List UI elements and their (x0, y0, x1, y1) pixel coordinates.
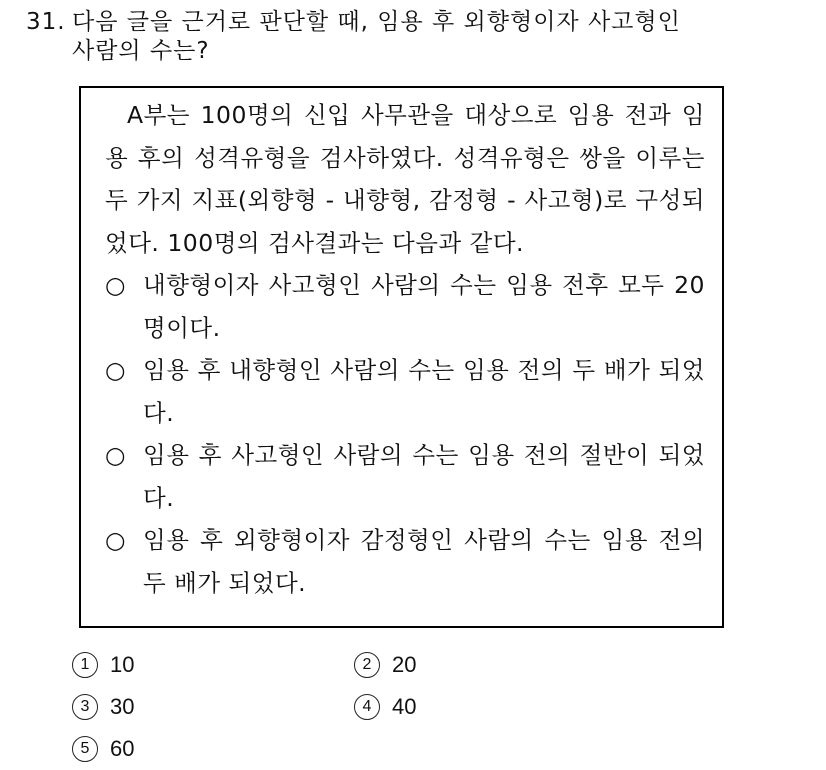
circled-number-icon: 4 (354, 694, 380, 720)
choice-5[interactable] (72, 728, 354, 770)
choice-1[interactable] (72, 644, 354, 686)
choice-value: 40 (392, 694, 417, 719)
condition-text: 임용 후 외향형이자 감정형인 사람의 수는 임용 전의 두 배가 되었다. (143, 526, 705, 597)
choice-3[interactable] (72, 686, 354, 728)
choice-value: 10 (110, 652, 135, 677)
choice-2[interactable] (354, 644, 636, 686)
circle-bullet-icon: ○ (105, 526, 127, 554)
question-stem (26, 8, 806, 66)
condition-item (105, 434, 705, 519)
passage-intro: A부는 100명의 신입 사무관을 대상으로 임용 전과 임용 후의 성격유형을 검사하였다. 성격유형은 쌍을 이루는 두 가지 지표(외향형 - 내향형, 감정형 - 사고형)로 구성되었다. 100명의 검사결과는 다음과 같다. (105, 101, 705, 257)
question-text-line-2: 사람의 수는? (72, 38, 210, 64)
choice-value: 20 (392, 652, 417, 677)
condition-text: 임용 후 내향형인 사람의 수는 임용 전의 두 배가 되었다. (143, 356, 705, 427)
condition-item (105, 349, 705, 434)
circled-number-icon: 3 (72, 694, 98, 720)
choice-row (72, 686, 772, 728)
condition-text: 임용 후 사고형인 사람의 수는 임용 전의 절반이 되었다. (143, 441, 705, 512)
circled-number-icon: 1 (72, 652, 98, 678)
circle-bullet-icon: ○ (105, 441, 127, 469)
question-text-line-1: 다음 글을 근거로 판단할 때, 임용 후 외향형이자 사고형인 (72, 9, 681, 35)
passage-box (79, 86, 724, 628)
circled-number-icon: 5 (72, 736, 98, 762)
choice-value: 60 (110, 736, 135, 761)
choice-row (72, 728, 772, 770)
condition-item (105, 519, 705, 604)
choice-value: 30 (110, 694, 135, 719)
choice-row (72, 644, 772, 686)
question-number: 31. (26, 9, 66, 35)
passage (105, 94, 705, 604)
circle-bullet-icon: ○ (105, 356, 127, 384)
circle-bullet-icon: ○ (105, 271, 127, 299)
question-line-1 (26, 8, 806, 37)
condition-list (105, 264, 705, 604)
circled-number-icon: 2 (354, 652, 380, 678)
choice-4[interactable] (354, 686, 636, 728)
answer-choices (72, 644, 772, 770)
condition-item (105, 264, 705, 349)
condition-text: 내향형이자 사고형인 사람의 수는 임용 전후 모두 20명이다. (143, 271, 705, 342)
